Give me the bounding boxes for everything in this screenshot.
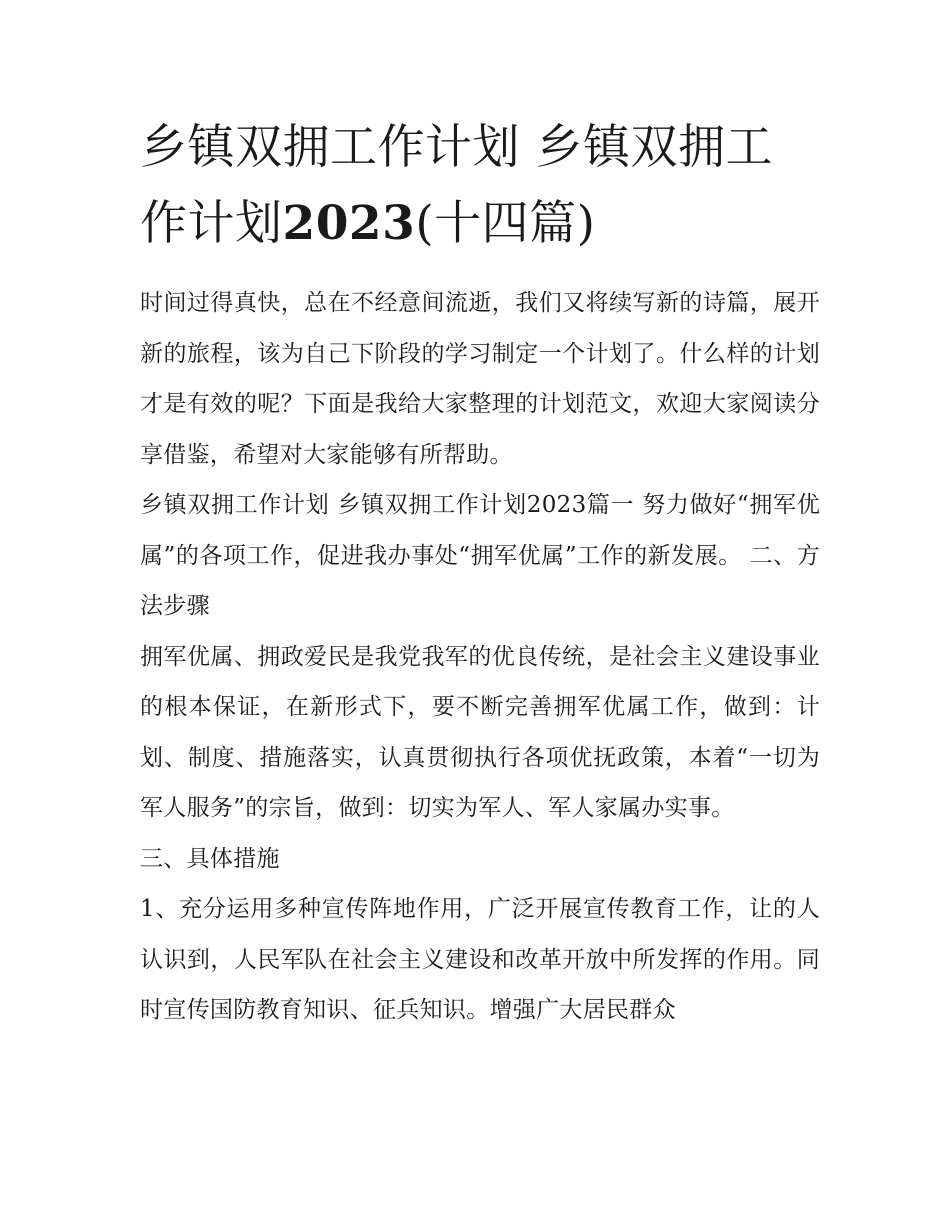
document-title: [140, 110, 820, 262]
paragraph-measure-one: 1、充分运用多种宣传阵地作用，广泛开展宣传教育工作，让的人认识到，人民军队在社会主义建设和改革开放中所发挥的作用。同时宣传国防教育知识、征兵知识。增强广大居民群众: [140, 896, 820, 1023]
paragraph-heading-measures: 三、具体措施: [140, 845, 280, 872]
paragraph-principles: 拥军优属、拥政爱民是我党我军的优良传统，是社会主义建设事业的根本保证，在新形式下，要不断完善拥军优属工作，做到：计划、制度、措施落实，认真贯彻执行各项优抚政策，本着“一切为军人服务”的宗旨，做到：切实为军人、军人家属办实事。: [140, 643, 820, 821]
title-text: 乡镇双拥工作计划 乡镇双拥工作计划: [140, 120, 773, 251]
title-year: 2023: [282, 196, 416, 251]
paragraph-section-one: 乡镇双拥工作计划 乡镇双拥工作计划2023篇一 努力做好“拥军优属”的各项工作，促进我办事处“拥军优属”工作的新发展。 二、方法步骤: [140, 492, 820, 619]
title-spacer: [140, 262, 820, 278]
title-suffix: (十四篇): [415, 196, 596, 251]
document-body: [140, 110, 820, 1036]
paragraph-intro: 时间过得真快，总在不经意间流逝，我们又将续写新的诗篇，展开新的旅程，该为自己下阶段的学习制定一个计划了。什么样的计划才是有效的呢？下面是我给大家整理的计划范文，欢迎大家阅读分享借鉴，希望对大家能够有所帮助。: [140, 290, 820, 468]
